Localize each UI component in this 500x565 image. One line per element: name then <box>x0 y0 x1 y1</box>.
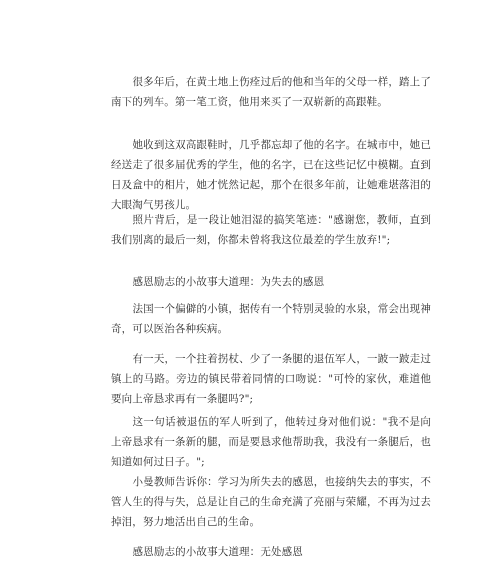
paragraph-french-town-spring: 法国一个偏僻的小镇，据传有一个特别灵验的水泉，常会出现神奇，可以医治各种疾病。 <box>111 303 431 335</box>
paragraph-new-shoes: 很多年后，在黄土地上伤痊过后的他和当年的父母一样，踏上了南下的列车。第一笔工资，他用来买了一双崭新的高跟鞋。 <box>111 76 431 108</box>
paragraph-teacher-lesson: 小曼教师告诉你：学习为所失去的感恩，也接纳失去的事实，不管人生的得与失，总是让自己的生命充满了亮丽与荣耀，不再为过去掉泪，努力地活出自己的生命。 <box>111 476 431 528</box>
paragraph-photo-note: 照片背后，是一段让她泪湿的搞笑笔迹："感谢您，教师，直到我们别离的最后一刻，你都未曾将我这位最差的学生放弃!"; <box>111 214 431 246</box>
paragraph-teacher-receives-shoes: 她收到这双高跟鞋时，几乎都忘却了他的名字。在城市中，她已经送走了很多届优秀的学生，他的名字，已在这些记忆中模糊。直到日及盒中的相片，她才恍然记起，那个在很多年前，让她难堪落泪的大眼淘气男孩儿。 <box>111 139 431 211</box>
paragraph-veteran-crutches: 有一天，一个拄着拐杖、少了一条腿的退伍军人，一跛一跛走过镇上的马路。旁边的镇民带着同情的口吻说："可怜的家伙，难道他要向上帝恳求再有一条腿吗?"; <box>111 353 431 405</box>
paragraph-veteran-reply: 这一句话被退伍的军人听到了，他转过身对他们说："我不是向上帝恳求有一条新的腿，而是要恳求他帮助我，我没有一条腿后，也知道如何过日子。"; <box>111 416 431 468</box>
section-heading-gratitude-everywhere: 感恩励志的小故事大道理：无处感恩 <box>132 546 303 558</box>
section-heading-gratitude-for-loss: 感恩励志的小故事大道理：为失去的感恩 <box>132 276 325 288</box>
